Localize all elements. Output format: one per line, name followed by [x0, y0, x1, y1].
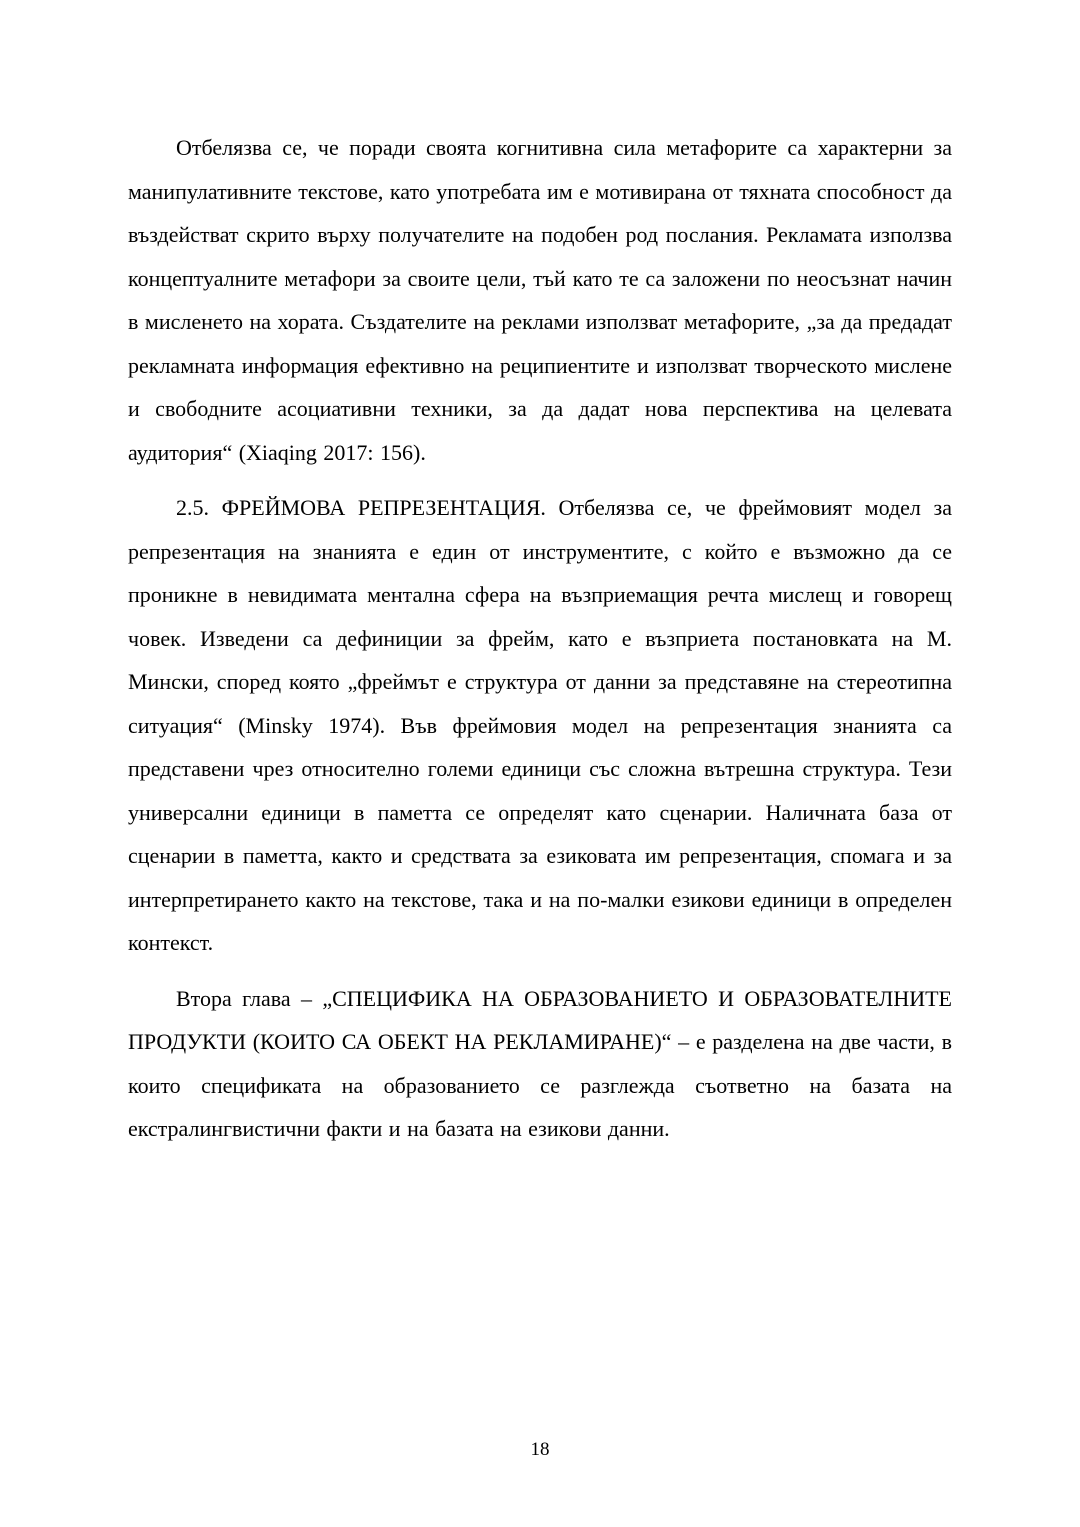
paragraph-metaphors: Отбелязва се, че поради своята когнитивна сила метафорите са характерни за манипулативните текстове, като употребата им е мотивирана от тяхната способност да въздействат скрито върху получателите на подобен род послания. Рекламата използва концептуалните метафори за своите цели, тъй като те са заложени по неосъзнат начин в мисленето на хората. Създателите на реклами използват метафорите, „за да предадат рекламната информация ефективно на реципиентите и използват творческото мислене и свободните асоциативни техники, за да дадат нова перспектива на целевата аудитория“ (Xiaqing 2017: 156). — [128, 135, 952, 465]
paragraph-chapter-two: Втора глава – „СПЕЦИФИКА НА ОБРАЗОВАНИЕТО И ОБРАЗОВАТЕЛНИТЕ ПРОДУКТИ (КОИТО СА ОБЕКТ НА РЕКЛАМИРАНЕ)“ – е разделена на две части, в които спецификата на образованието се разглежда съответно на базата на екстралингвистични факти и на базата на езикови данни. — [128, 985, 952, 1141]
page-content — [128, 126, 952, 1163]
paragraph-frame-representation: 2.5. ФРЕЙМОВА РЕПРЕЗЕНТАЦИЯ. Отбелязва се, че фреймовият модел за репрезентация на знанията е един от инструментите, с който е възможно да се проникне в невидимата ментална сфера на възприемащия речта мислещ и говорещ човек. Изведени са дефиниции за фрейм, като е възприета постановката на М. Мински, според която „фреймът е структура от данни за представяне на стереотипна ситуация“ (Minsky 1974). Във фреймовия модел на репрезентация знанията са представени чрез относително големи единици със сложна вътрешна структура. Тези универсални единици в паметта се определят като сценарии. Наличната база от сценарии в паметта, както и средствата за езиковата им репрезентация, спомага и за интерпретирането както на текстове, така и на по-малки езикови единици в определен контекст. — [128, 495, 952, 955]
page-number: 18 — [530, 1439, 550, 1460]
